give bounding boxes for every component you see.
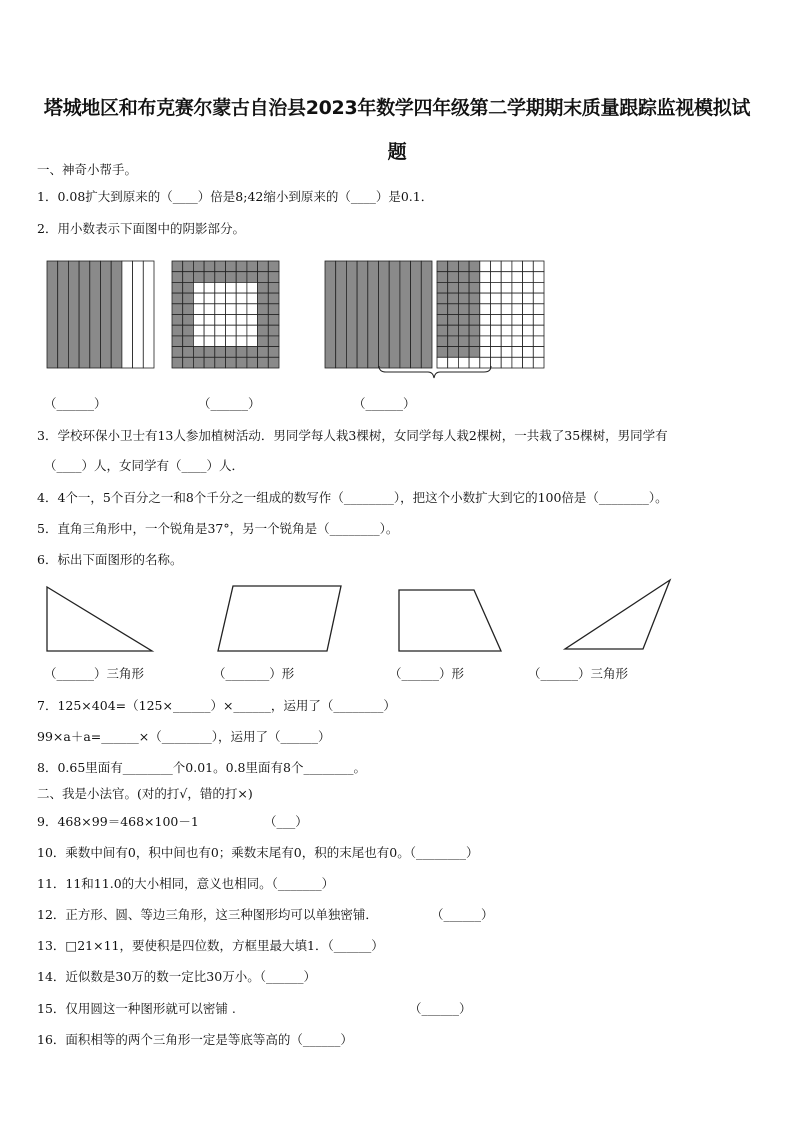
grid-cell — [458, 293, 469, 304]
grid-cell — [268, 304, 279, 315]
grid-cell — [501, 304, 512, 315]
grid-cell — [437, 282, 448, 293]
grid-cell — [215, 347, 226, 358]
grid-cell — [268, 325, 279, 336]
grid-cell — [183, 336, 194, 347]
grid-cell — [523, 282, 534, 293]
grid-cell — [523, 293, 534, 304]
grid-cell — [512, 325, 523, 336]
stripe-cell — [47, 261, 58, 368]
grid-cell — [204, 357, 215, 368]
grid-cell — [172, 347, 183, 358]
grid-cell — [172, 282, 183, 293]
parallelogram-shape — [218, 586, 341, 651]
grid-cell — [491, 315, 502, 326]
grid-cell — [258, 347, 269, 358]
grid-cell — [215, 357, 226, 368]
question-7-line-1: 7．125×404=（125×______）×______，运用了（________） — [37, 698, 396, 713]
grid-cell — [226, 293, 237, 304]
stripe-cell — [90, 261, 101, 368]
grid-cell — [491, 282, 502, 293]
grid-cell — [247, 315, 258, 326]
grid-cell — [236, 357, 247, 368]
grid-cell — [183, 315, 194, 326]
question-4: 4．4个一，5个百分之一和8个千分之一组成的数写作（________），把这个小数扩大到它的100倍是（________）。 — [37, 490, 668, 505]
question-16: 16．面积相等的两个三角形一定是等底等高的（______） — [37, 1032, 353, 1047]
stripe-cell — [79, 261, 90, 368]
grid-cell — [523, 347, 534, 358]
grid-cell — [469, 261, 480, 272]
grid-cell — [183, 261, 194, 272]
stripe-cell — [389, 261, 400, 368]
grid-cell — [512, 357, 523, 368]
grid-cell — [204, 293, 215, 304]
question-1: 1．0.08扩大到原来的（____）倍是8;42缩小到原来的（____）是0.1． — [37, 189, 434, 204]
grid-cell — [226, 336, 237, 347]
grid-cell — [523, 357, 534, 368]
grid-cell — [215, 325, 226, 336]
grid-cell — [268, 336, 279, 347]
grid-cell — [193, 282, 204, 293]
section-2-heading: 二、我是小法官。(对的打√，错的打×) — [37, 786, 253, 801]
grid-cell — [193, 293, 204, 304]
stripe-cell — [325, 261, 336, 368]
stripe-cell — [336, 261, 347, 368]
grid-cell — [533, 347, 544, 358]
grid-cell — [226, 272, 237, 283]
grid-cell — [480, 325, 491, 336]
grid-cell — [458, 261, 469, 272]
grid-cell — [247, 282, 258, 293]
grid-cell — [183, 357, 194, 368]
grid-cell — [236, 325, 247, 336]
grid-cell — [204, 347, 215, 358]
grid-cell — [480, 293, 491, 304]
grid-cell — [437, 347, 448, 358]
grid-cell — [533, 261, 544, 272]
shape-label-4[interactable]: （______）三角形 — [528, 666, 629, 681]
grid-cell — [226, 282, 237, 293]
figure-1-answer[interactable]: （______） — [44, 396, 107, 411]
stripe-cell — [368, 261, 379, 368]
grid-cell — [226, 261, 237, 272]
grid-cell — [183, 304, 194, 315]
question-10: 10．乘数中间有0，积中间也有0；乘数末尾有0，积的末尾也有0。（________） — [37, 845, 479, 860]
grid-cell — [258, 304, 269, 315]
grid-cell — [458, 336, 469, 347]
grid-cell — [193, 315, 204, 326]
stripe-cell — [133, 261, 144, 368]
grid-figure-3 — [437, 261, 544, 368]
stripe-cell — [68, 261, 79, 368]
figure-3-answer[interactable]: （______） — [353, 396, 416, 411]
grid-cell — [448, 304, 459, 315]
grid-cell — [523, 261, 534, 272]
grid-cell — [204, 282, 215, 293]
question-12-answer[interactable]: （______） — [431, 907, 494, 922]
grid-cell — [491, 261, 502, 272]
grid-cell — [268, 347, 279, 358]
grid-cell — [480, 336, 491, 347]
grid-cell — [193, 325, 204, 336]
grid-cell — [268, 282, 279, 293]
grid-cell — [268, 272, 279, 283]
grid-cell — [268, 357, 279, 368]
grid-cell — [501, 357, 512, 368]
grid-cell — [501, 336, 512, 347]
grid-cell — [204, 261, 215, 272]
grid-cell — [469, 357, 480, 368]
grid-cell — [247, 304, 258, 315]
right-triangle-shape — [47, 587, 152, 651]
grid-cell — [268, 293, 279, 304]
grid-cell — [258, 325, 269, 336]
question-15: 15．仅用圆这一种图形就可以密铺 . — [37, 1001, 236, 1016]
question-14: 14．近似数是30万的数一定比30万小。（______） — [37, 969, 316, 984]
stripe-cell — [101, 261, 112, 368]
grid-cell — [258, 336, 269, 347]
grid-cell — [172, 315, 183, 326]
grid-cell — [258, 272, 269, 283]
obtuse-triangle-shape — [565, 580, 670, 649]
trapezoid-shape — [399, 590, 501, 651]
grid-cell — [183, 347, 194, 358]
grid-cell — [512, 272, 523, 283]
grid-cell — [215, 315, 226, 326]
question-2: 2．用小数表示下面图中的阴影部分。 — [37, 221, 245, 236]
grid-cell — [512, 347, 523, 358]
grid-cell — [448, 325, 459, 336]
grid-cell — [448, 261, 459, 272]
stripe-figure-3 — [325, 261, 432, 368]
question-8: 8．0.65里面有________个0.01。0.8里面有8个________。 — [37, 760, 366, 775]
grid-cell — [258, 282, 269, 293]
grid-cell — [172, 336, 183, 347]
grid-cell — [258, 357, 269, 368]
grid-cell — [458, 315, 469, 326]
grid-cell — [523, 325, 534, 336]
grid-cell — [480, 272, 491, 283]
grid-cell — [448, 315, 459, 326]
grid-cell — [193, 357, 204, 368]
grid-cell — [491, 347, 502, 358]
stripe-cell — [143, 261, 154, 368]
question-3-line-2: （____）人，女同学有（____）人． — [44, 458, 245, 473]
grid-cell — [226, 347, 237, 358]
grid-cell — [469, 304, 480, 315]
grid-cell — [204, 304, 215, 315]
grid-cell — [491, 293, 502, 304]
shape-label-1[interactable]: （______）三角形 — [44, 666, 145, 681]
grid-cell — [512, 282, 523, 293]
grid-cell — [512, 304, 523, 315]
grid-cell — [204, 272, 215, 283]
stripe-cell — [122, 261, 133, 368]
grid-cell — [480, 315, 491, 326]
grid-cell — [437, 272, 448, 283]
question-9: 9．468×99＝468×100－1 — [37, 814, 199, 829]
grid-cell — [491, 357, 502, 368]
grid-cell — [448, 336, 459, 347]
grid-cell — [491, 325, 502, 336]
question-6: 6．标出下面图形的名称。 — [37, 552, 183, 567]
grid-cell — [501, 272, 512, 283]
section-1-heading: 一、神奇小帮手。 — [37, 162, 138, 177]
grid-cell — [448, 357, 459, 368]
grid-cell — [523, 315, 534, 326]
grid-cell — [458, 282, 469, 293]
grid-cell — [247, 347, 258, 358]
grid-cell — [172, 304, 183, 315]
grid-cell — [512, 293, 523, 304]
grid-cell — [226, 315, 237, 326]
grid-cell — [437, 325, 448, 336]
grid-cell — [448, 282, 459, 293]
stripe-cell — [111, 261, 122, 368]
grid-cell — [226, 304, 237, 315]
grid-cell — [172, 272, 183, 283]
grid-cell — [193, 261, 204, 272]
stripe-cell — [421, 261, 432, 368]
grid-cell — [236, 315, 247, 326]
grid-cell — [183, 282, 194, 293]
grid-cell — [501, 261, 512, 272]
grid-cell — [458, 357, 469, 368]
grid-cell — [437, 304, 448, 315]
grid-cell — [448, 293, 459, 304]
grid-cell — [236, 336, 247, 347]
grid-cell — [533, 304, 544, 315]
grid-cell — [236, 261, 247, 272]
grid-cell — [458, 304, 469, 315]
grid-cell — [268, 261, 279, 272]
question-3-line-1: 3．学校环保小卫士有13人参加植树活动．男同学每人栽3棵树，女同学每人栽2棵树，一共栽了35棵树，男同学有 — [37, 428, 668, 443]
grid-cell — [512, 261, 523, 272]
stripe-cell — [379, 261, 390, 368]
grid-cell — [491, 272, 502, 283]
grid-cell — [512, 315, 523, 326]
grid-cell — [247, 272, 258, 283]
question-13: 13．□21×11，要使积是四位数，方框里最大填1．（______） — [37, 938, 384, 953]
grid-cell — [247, 357, 258, 368]
stripe-cell — [400, 261, 411, 368]
grid-cell — [448, 347, 459, 358]
grid-cell — [215, 261, 226, 272]
grid-cell — [501, 315, 512, 326]
grid-cell — [236, 272, 247, 283]
stripe-cell — [58, 261, 69, 368]
grid-cell — [523, 336, 534, 347]
stripe-figure-1 — [47, 261, 154, 368]
grid-cell — [501, 293, 512, 304]
grid-cell — [533, 336, 544, 347]
grid-cell — [469, 282, 480, 293]
grid-cell — [226, 357, 237, 368]
grid-cell — [193, 336, 204, 347]
question-7-line-2: 99×a＋a=______×（________），运用了（______） — [37, 729, 331, 744]
stripe-cell — [357, 261, 368, 368]
grid-cell — [204, 325, 215, 336]
grid-cell — [258, 293, 269, 304]
grid-cell — [183, 272, 194, 283]
grid-cell — [172, 357, 183, 368]
grid-cell — [533, 282, 544, 293]
question-15-answer[interactable]: （______） — [409, 1001, 472, 1016]
figure-2-answer[interactable]: （______） — [198, 396, 261, 411]
grid-cell — [193, 347, 204, 358]
grid-cell — [533, 315, 544, 326]
grid-cell — [226, 325, 237, 336]
grid-cell — [183, 325, 194, 336]
grid-cell — [215, 282, 226, 293]
stripe-cell — [411, 261, 422, 368]
stripe-cell — [346, 261, 357, 368]
grid-cell — [204, 336, 215, 347]
grid-cell — [215, 272, 226, 283]
question-5: 5．直角三角形中，一个锐角是37°，另一个锐角是（________）。 — [37, 521, 399, 536]
grid-cell — [469, 347, 480, 358]
grid-cell — [247, 336, 258, 347]
grid-cell — [172, 325, 183, 336]
grid-cell — [247, 261, 258, 272]
shape-label-3[interactable]: （______）形 — [389, 666, 465, 681]
grid-cell — [172, 261, 183, 272]
grid-cell — [480, 347, 491, 358]
grid-cell — [480, 304, 491, 315]
grid-figure-2 — [172, 261, 279, 368]
grid-cell — [193, 272, 204, 283]
grid-cell — [501, 347, 512, 358]
grid-cell — [480, 357, 491, 368]
grid-cell — [448, 272, 459, 283]
grid-cell — [236, 304, 247, 315]
shape-label-2[interactable]: （_______）形 — [213, 666, 295, 681]
grid-cell — [533, 325, 544, 336]
grid-cell — [469, 272, 480, 283]
grid-cell — [247, 325, 258, 336]
grid-cell — [437, 336, 448, 347]
question-9-answer[interactable]: （___） — [264, 814, 308, 829]
grid-cell — [533, 293, 544, 304]
grid-cell — [469, 336, 480, 347]
grid-cell — [458, 347, 469, 358]
grid-cell — [215, 336, 226, 347]
grid-cell — [172, 293, 183, 304]
grid-cell — [437, 261, 448, 272]
grid-cell — [469, 325, 480, 336]
grid-cell — [533, 272, 544, 283]
grid-cell — [480, 261, 491, 272]
question-11: 11．11和11.0的大小相同，意义也相同。（_______） — [37, 876, 335, 891]
grid-cell — [258, 315, 269, 326]
grid-cell — [523, 272, 534, 283]
grid-cell — [533, 357, 544, 368]
grid-cell — [236, 282, 247, 293]
grid-cell — [501, 282, 512, 293]
grid-cell — [469, 315, 480, 326]
grid-cell — [437, 315, 448, 326]
grid-cell — [491, 304, 502, 315]
grid-cell — [193, 304, 204, 315]
grid-cell — [204, 315, 215, 326]
grid-cell — [437, 357, 448, 368]
grid-cell — [501, 325, 512, 336]
grid-cell — [215, 304, 226, 315]
grid-cell — [183, 293, 194, 304]
grid-cell — [236, 347, 247, 358]
grid-cell — [236, 293, 247, 304]
grid-cell — [458, 325, 469, 336]
grid-cell — [215, 293, 226, 304]
grid-cell — [523, 304, 534, 315]
grid-cell — [247, 293, 258, 304]
grid-cell — [437, 293, 448, 304]
grid-cell — [258, 261, 269, 272]
grid-cell — [469, 293, 480, 304]
grid-cell — [491, 336, 502, 347]
grid-cell — [512, 336, 523, 347]
question-12: 12．正方形、圆、等边三角形，这三种图形均可以单独密铺． — [37, 907, 378, 922]
grid-cell — [480, 282, 491, 293]
grid-cell — [458, 272, 469, 283]
page-title: 塔城地区和布克赛尔蒙古自治县2023年数学四年级第二学期期末质量跟踪监视模拟试题 — [43, 97, 751, 163]
grid-cell — [268, 315, 279, 326]
